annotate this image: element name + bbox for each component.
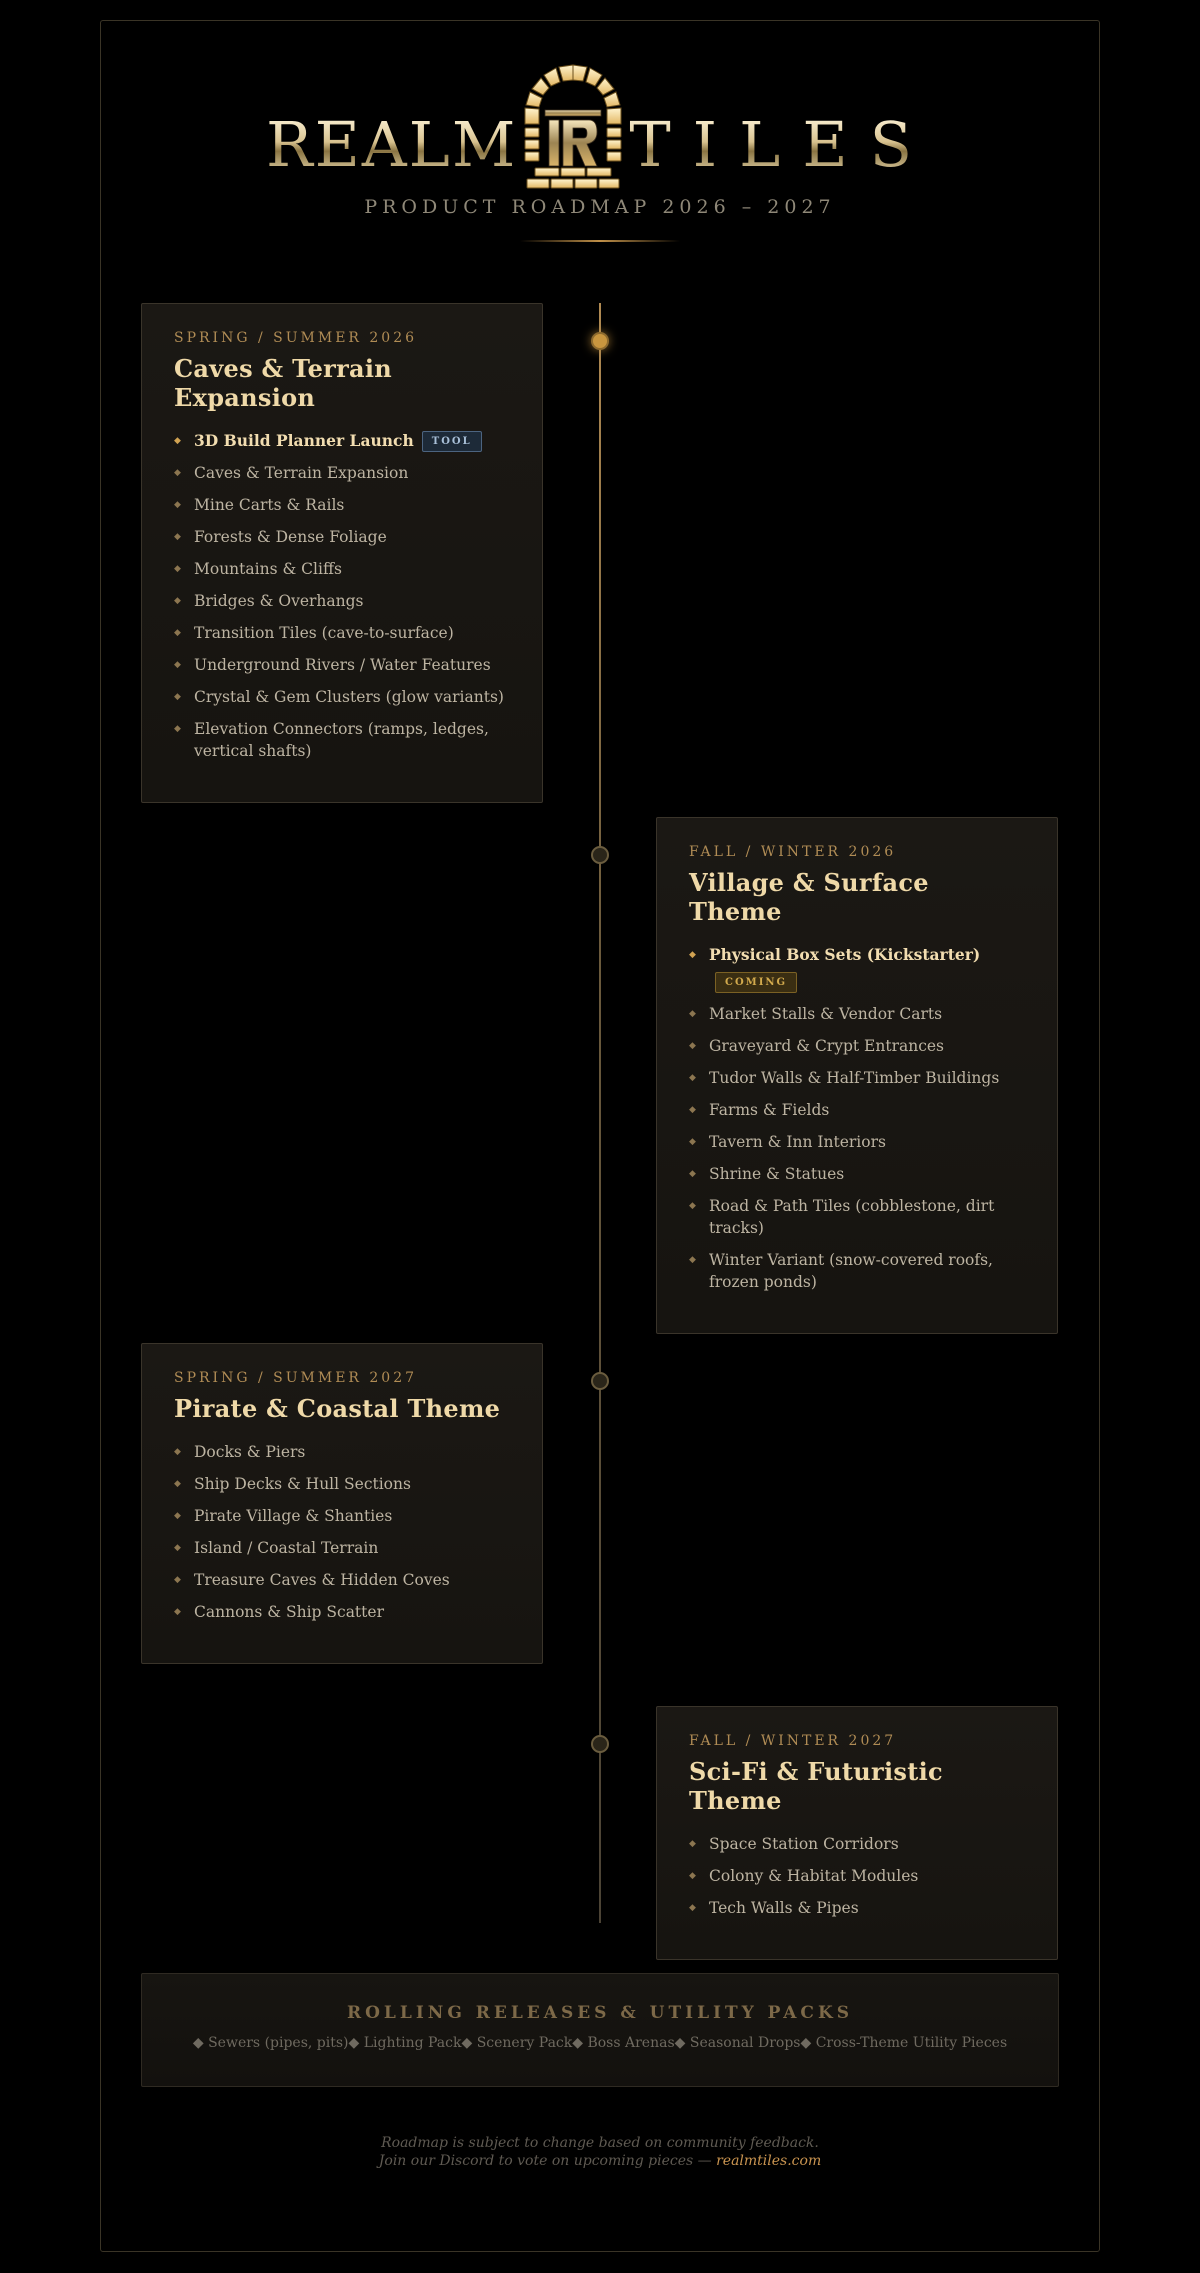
list-item: ◆ Elevation Connectors (ramps, ledges, vertical shafts) <box>174 720 489 760</box>
diamond-bullet-icon: ◆ <box>689 1255 696 1265</box>
brand-logo <box>0 62 1200 192</box>
diamond-bullet-icon: ◆ <box>174 724 181 734</box>
highlight-item: ◆ 3D Build Planner Launch TOOL <box>174 430 510 452</box>
list-item: ◆ Bridges & Overhangs <box>174 592 364 610</box>
diamond-bullet-icon: ◆ <box>174 532 181 542</box>
timeline-line <box>599 303 601 1923</box>
list-item: ◆ Caves & Terrain Expansion <box>174 464 409 482</box>
rolling-item: ◆ Lighting Pack <box>348 2035 462 2051</box>
coming-badge: COMING <box>715 972 797 993</box>
list-item: ◆ Road & Path Tiles (cobblestone, dirt tracks) <box>689 1197 995 1237</box>
phase-card-spring-summer-2027 <box>141 1343 543 1664</box>
diamond-bullet-icon: ◆ <box>174 1447 181 1457</box>
rolling-item: ◆ Sewers (pipes, pits) <box>192 2035 349 2051</box>
diamond-bullet-icon: ◆ <box>689 1169 696 1179</box>
diamond-bullet-icon: ◆ <box>689 1009 696 1019</box>
phase-title: Pirate & Coastal Theme <box>174 1394 501 1423</box>
list-item: ◆ Forests & Dense Foliage <box>174 528 387 546</box>
timeline-node-1 <box>591 332 609 350</box>
list-item: ◆ Docks & Piers <box>174 1443 306 1461</box>
list-item: ◆ Pirate Village & Shanties <box>174 1507 393 1525</box>
logo-word-right: TILES <box>629 108 935 181</box>
diamond-bullet-icon: ◆ <box>174 692 181 702</box>
page-subtitle: PRODUCT ROADMAP 2026 – 2027 <box>364 196 836 218</box>
list-item: ◆ Cannons & Ship Scatter <box>174 1603 384 1621</box>
logo-word-left: REALM <box>265 108 518 181</box>
rolling-releases-panel <box>141 1973 1059 2087</box>
footer-line-1: Roadmap is subject to change based on community feedback. <box>381 2135 819 2151</box>
season-label: SPRING / SUMMER 2026 <box>174 330 418 346</box>
diamond-bullet-icon: ◆ <box>174 1575 181 1585</box>
list-item: ◆ Crystal & Gem Clusters (glow variants) <box>174 688 504 706</box>
website-link[interactable]: realmtiles.com <box>716 2153 822 2169</box>
list-item: ◆ Treasure Caves & Hidden Coves <box>174 1571 450 1589</box>
list-item: ◆ Transition Tiles (cave-to-surface) <box>174 624 454 642</box>
phase-card-fall-winter-2026 <box>656 817 1058 1334</box>
diamond-bullet-icon: ◆ <box>174 564 181 574</box>
subtitle-divider <box>520 240 680 242</box>
diamond-bullet-icon: ◆ <box>689 1041 696 1051</box>
footer-note <box>0 2134 1200 2170</box>
season-label: FALL / WINTER 2027 <box>689 1733 897 1749</box>
list-item: ◆ Underground Rivers / Water Features <box>174 656 491 674</box>
diamond-bullet-icon: ◆ <box>689 1903 696 1913</box>
list-item: ◆ Mountains & Cliffs <box>174 560 342 578</box>
list-item: ◆ Farms & Fields <box>689 1101 830 1119</box>
timeline-node-3 <box>591 1372 609 1390</box>
diamond-bullet-icon: ◆ <box>174 628 181 638</box>
list-item: ◆ Tavern & Inn Interiors <box>689 1133 886 1151</box>
list-item: ◆ Winter Variant (snow-covered roofs, frozen ponds) <box>689 1251 993 1291</box>
diamond-bullet-icon: ◆ <box>174 596 181 606</box>
phase-card-spring-summer-2026 <box>141 303 543 803</box>
phase-card-fall-winter-2027 <box>656 1706 1058 1960</box>
diamond-bullet-icon: ◆ <box>689 1137 696 1147</box>
diamond-bullet-icon: ◆ <box>174 1511 181 1521</box>
diamond-bullet-icon: ◆ <box>174 1479 181 1489</box>
diamond-bullet-icon: ◆ <box>174 660 181 670</box>
list-item: ◆ Graveyard & Crypt Entrances <box>689 1037 945 1055</box>
phase-title: Sci-Fi & Futuristic Theme <box>689 1757 943 1815</box>
list-item: ◆ Shrine & Statues <box>689 1165 845 1183</box>
diamond-bullet-icon: ◆ <box>689 1839 696 1849</box>
diamond-bullet-icon: ◆ <box>689 1073 696 1083</box>
diamond-bullet-icon: ◆ <box>174 1607 181 1617</box>
list-item: ◆ Tudor Walls & Half-Timber Buildings <box>689 1069 1000 1087</box>
rolling-item: ◆ Scenery Pack <box>461 2035 573 2051</box>
diamond-bullet-icon: ◆ <box>689 950 696 960</box>
rolling-item: ◆ Seasonal Drops <box>674 2035 801 2051</box>
timeline-node-2 <box>591 846 609 864</box>
timeline-node-4 <box>591 1735 609 1753</box>
season-label: SPRING / SUMMER 2027 <box>174 1370 418 1386</box>
list-item: ◆ Ship Decks & Hull Sections <box>174 1475 411 1493</box>
list-item: ◆ Mine Carts & Rails <box>174 496 345 514</box>
rolling-item: ◆ Boss Arenas <box>572 2035 675 2051</box>
diamond-bullet-icon: ◆ <box>689 1105 696 1115</box>
list-item: ◆ Tech Walls & Pipes <box>689 1899 859 1917</box>
diamond-bullet-icon: ◆ <box>174 1543 181 1553</box>
diamond-bullet-icon: ◆ <box>174 500 181 510</box>
season-label: FALL / WINTER 2026 <box>689 844 897 860</box>
diamond-bullet-icon: ◆ <box>174 436 181 446</box>
phase-title: Caves & Terrain Expansion <box>174 354 393 412</box>
rolling-item: ◆ Cross-Theme Utility Pieces <box>800 2035 1008 2051</box>
diamond-bullet-icon: ◆ <box>174 468 181 478</box>
footer-line-2: Join our Discord to vote on upcoming pieces — realmtiles.com <box>378 2153 822 2169</box>
list-item: ◆ Colony & Habitat Modules <box>689 1867 919 1885</box>
phase-title: Village & Surface Theme <box>689 868 929 926</box>
rolling-releases-title: ROLLING RELEASES & UTILITY PACKS <box>346 2003 853 2023</box>
diamond-bullet-icon: ◆ <box>689 1201 696 1211</box>
arch-monogram-icon <box>521 62 625 192</box>
list-item: ◆ Island / Coastal Terrain <box>174 1539 379 1557</box>
list-item: ◆ Market Stalls & Vendor Carts <box>689 1005 943 1023</box>
tool-badge: TOOL <box>422 431 482 452</box>
highlight-item: ◆ Physical Box Sets (Kickstarter) COMING <box>689 944 1025 993</box>
list-item: ◆ Space Station Corridors <box>689 1835 899 1853</box>
diamond-bullet-icon: ◆ <box>689 1871 696 1881</box>
rolling-releases-list <box>142 2035 1058 2051</box>
